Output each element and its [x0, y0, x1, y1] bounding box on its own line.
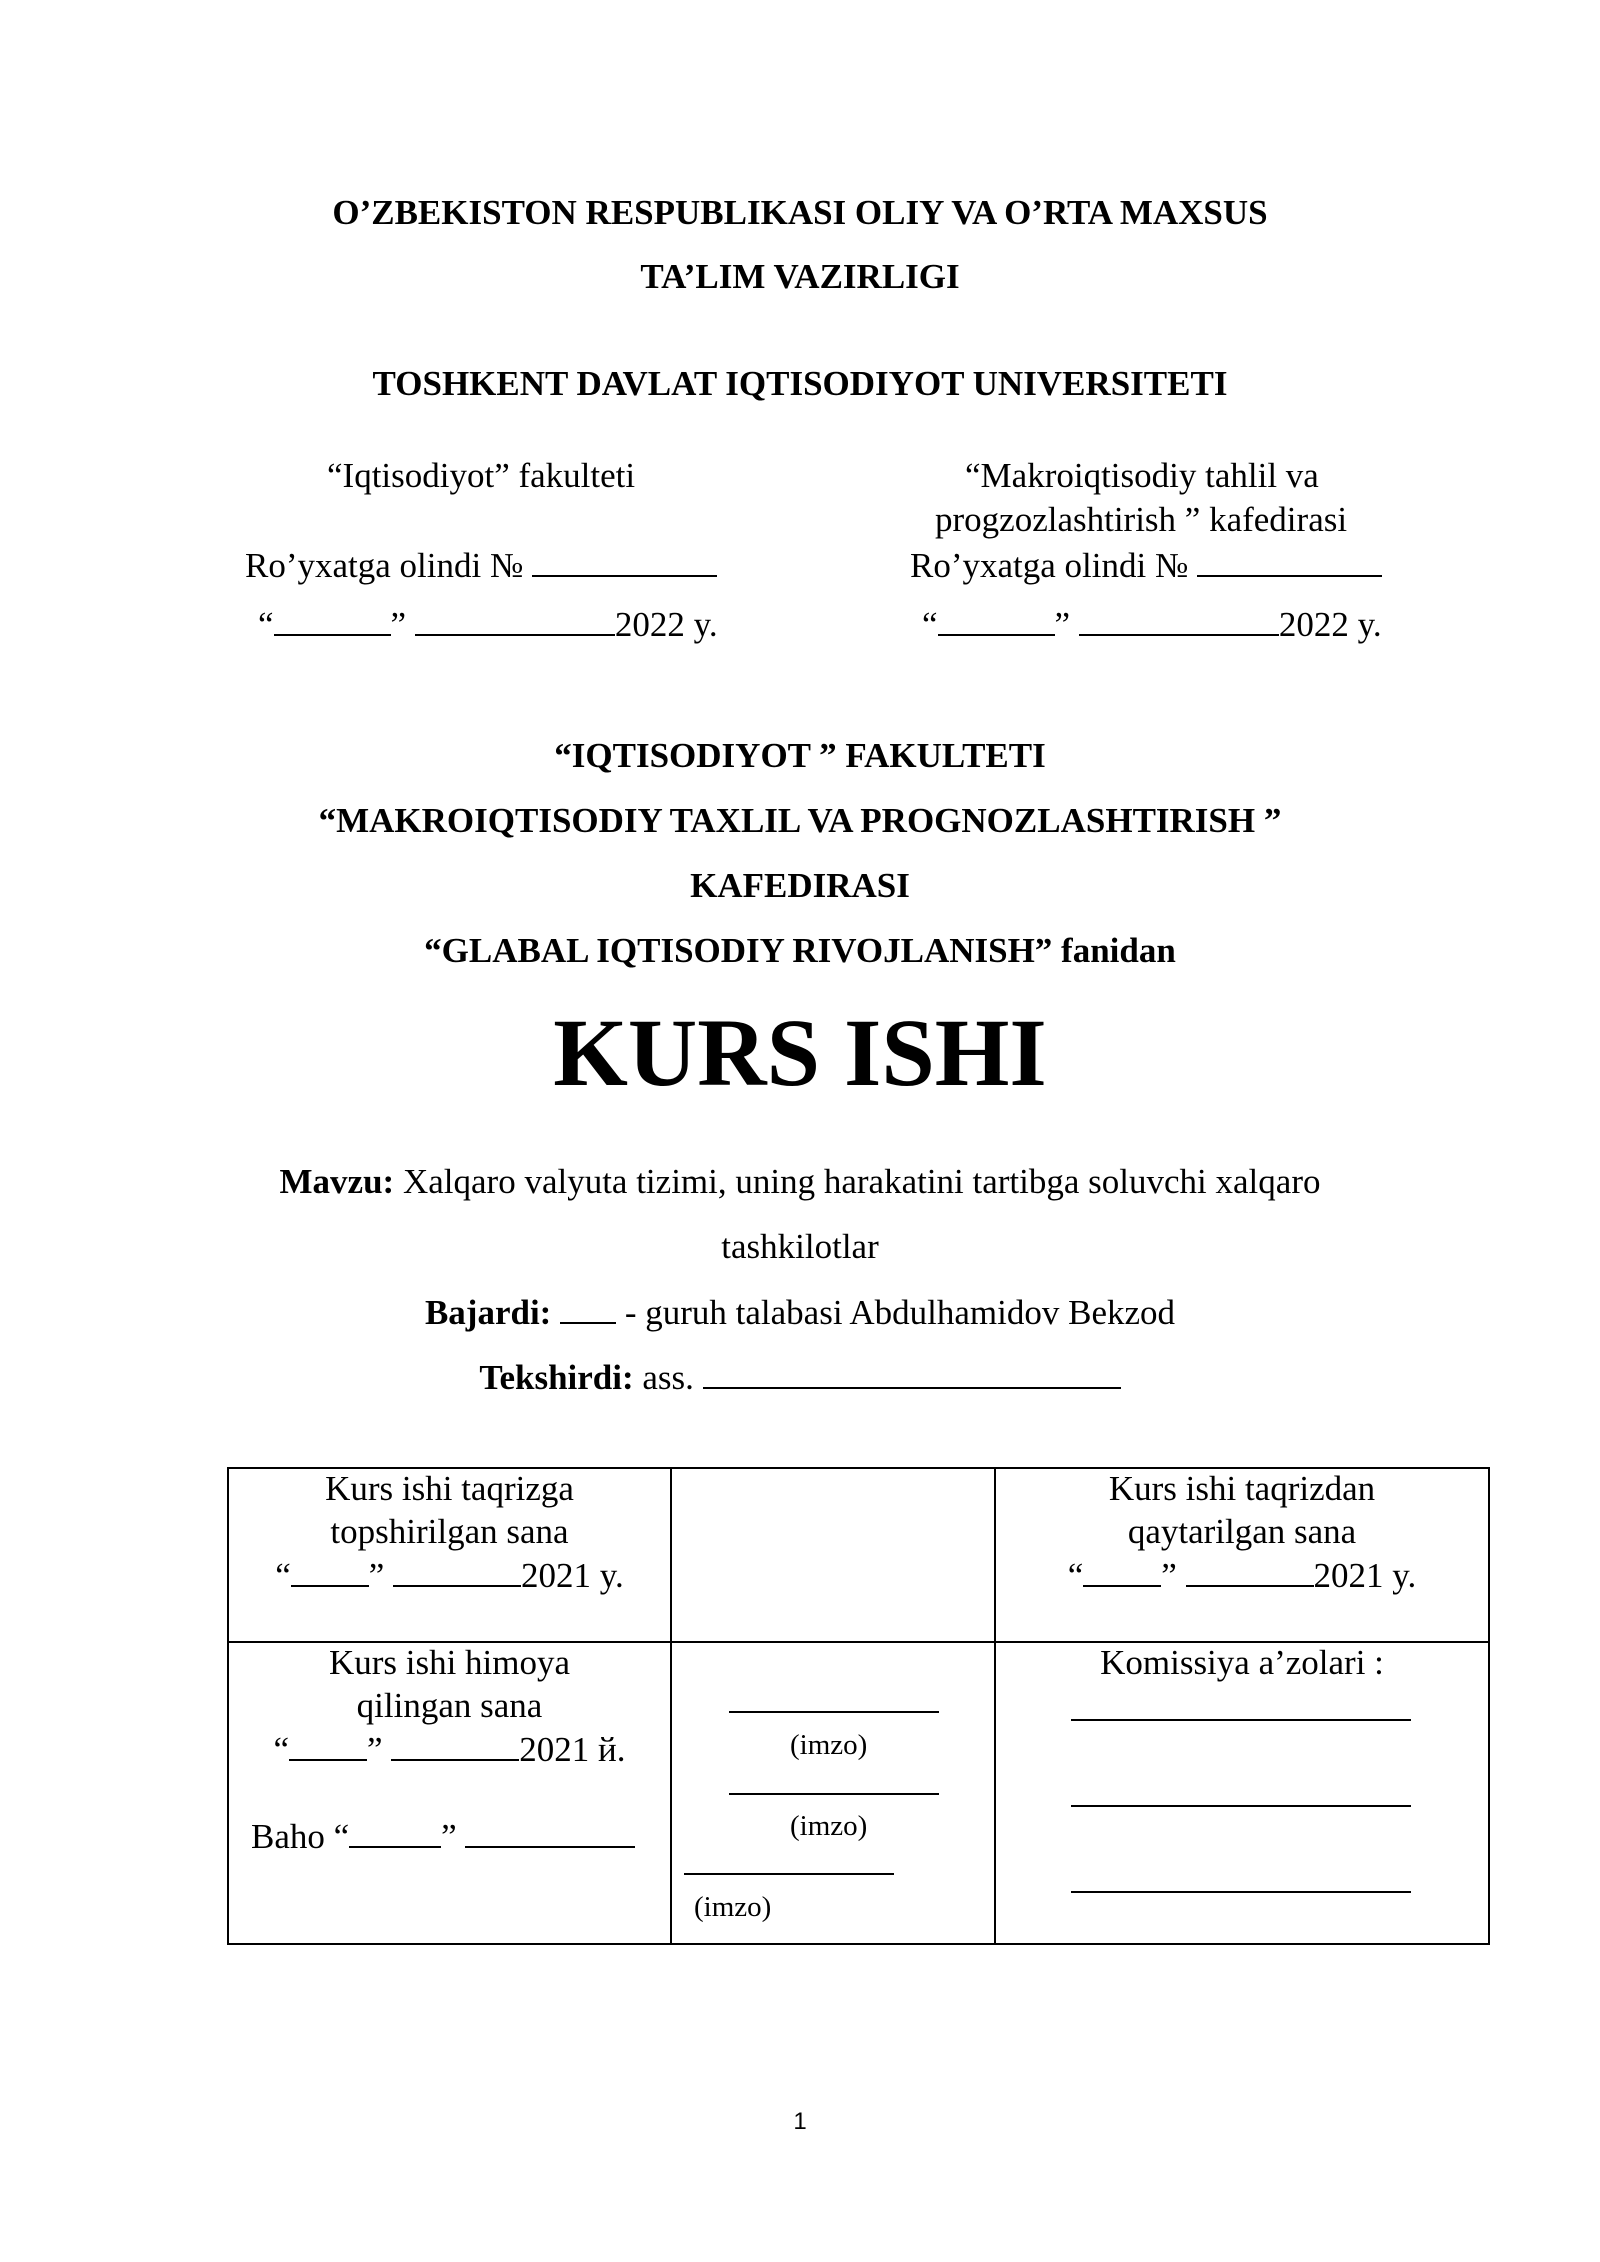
group-field [560, 1292, 616, 1324]
cell-text: Kurs ishi taqrizdan [1108, 1469, 1376, 1508]
date-year: 2021 й. [519, 1730, 626, 1769]
department-line-2: progzozlashtirish ” kafedirasi [935, 500, 1348, 539]
registration-number-field [1197, 545, 1382, 577]
registration-label: Ro’yxatga olindi № [910, 546, 1189, 585]
month-field [391, 1729, 519, 1761]
cell-text: qaytarilgan sana [1127, 1512, 1357, 1551]
date-year: 2021 y. [1313, 1556, 1417, 1595]
signatures-cell [671, 1642, 995, 1944]
done-by-label: Bajardi: [424, 1293, 552, 1332]
cell-text: topshirilgan sana [330, 1512, 569, 1551]
review-table [227, 1467, 1490, 1945]
commission-cell [995, 1642, 1489, 1944]
date-close-quote: ” [1054, 605, 1071, 644]
cell-text: Kurs ishi taqrizga [325, 1469, 574, 1508]
date-open-quote: “ [922, 605, 938, 644]
date-year: 2022 y. [1278, 605, 1382, 644]
ministry-line-1: O’ZBEKISTON RESPUBLIKASI OLIY VA O’RTA MAXSUS [332, 193, 1268, 232]
month-field [415, 604, 615, 636]
page-number: 1 [793, 2108, 807, 2135]
cell-date: “ ” 2021 y. [275, 1556, 624, 1595]
month-field [1079, 604, 1279, 636]
signature-line [729, 1711, 939, 1713]
date-year: 2022 y. [614, 605, 718, 644]
grade-field [349, 1816, 441, 1848]
submission-date-cell [228, 1468, 671, 1642]
right-registration [910, 545, 1382, 586]
grade-line [251, 1816, 635, 1857]
checked-by-text: ass. [633, 1358, 703, 1397]
faculty-title: “IQTISODIYOT ” FAKULTETI [554, 736, 1046, 775]
month-field [393, 1555, 521, 1587]
department-title-line-1: “MAKROIQTISODIY TAXLIL VA PROGNOZLASHTIRISH ” [318, 801, 1282, 840]
done-by-text: - guruh talabasi Abdulhamidov Bekzod [616, 1293, 1176, 1332]
day-field [938, 604, 1055, 636]
checked-by-label: Tekshirdi: [479, 1358, 634, 1397]
topic-text: Xalqaro valyuta tizimi, uning harakatini tartibga soluvchi xalqaro [394, 1162, 1321, 1201]
signature-line [684, 1873, 894, 1875]
department-line-1: “Makroiqtisodiy tahlil va [965, 456, 1319, 495]
date-open-quote: “ [258, 605, 274, 644]
empty-cell [671, 1468, 995, 1642]
day-field [291, 1555, 369, 1587]
checked-by-line [0, 1357, 1600, 1398]
signature-line [729, 1793, 939, 1795]
registration-label: Ro’yxatga olindi № [245, 546, 524, 585]
day-field [289, 1729, 367, 1761]
cell-date: “ ” 2021 y. [1067, 1556, 1417, 1595]
commission-label: Komissiya a’zolari : [1100, 1643, 1384, 1682]
checker-name-field [703, 1357, 1121, 1389]
commission-member-line [1071, 1805, 1411, 1807]
registration-number-field [532, 545, 717, 577]
topic-label: Mavzu: [279, 1162, 395, 1201]
grade-close-quote: ” [441, 1817, 457, 1856]
month-field [1186, 1555, 1314, 1587]
date-year: 2021 y. [521, 1556, 624, 1595]
university-name: TOSHKENT DAVLAT IQTISODIYOT UNIVERSITETI [372, 364, 1228, 403]
grade-words-field [465, 1816, 635, 1848]
ministry-line-2: TA’LIM VAZIRLIGI [640, 257, 960, 296]
left-registration [245, 545, 717, 586]
return-date-cell [995, 1468, 1489, 1642]
commission-member-line [1071, 1719, 1411, 1721]
signature-caption: (imzo) [694, 1891, 772, 1923]
date-close-quote: ” [390, 605, 407, 644]
cell-date: “ ” 2021 й. [273, 1730, 626, 1769]
faculty-label: “Iqtisodiyot” fakulteti [327, 456, 636, 495]
grade-label: Baho “ [251, 1817, 350, 1856]
work-type-title: KURS ISHI [553, 999, 1047, 1106]
topic-line-2: tashkilotlar [721, 1227, 879, 1266]
subject-title: “GLABAL IQTISODIY RIVOJLANISH” fanidan [424, 931, 1176, 970]
topic-line-1 [0, 1162, 1600, 1202]
defense-date-cell [228, 1642, 671, 1944]
commission-member-line [1071, 1891, 1411, 1893]
done-by-line [0, 1292, 1600, 1333]
cell-text: qilingan sana [356, 1686, 543, 1725]
cell-text: Kurs ishi himoya [328, 1643, 571, 1682]
left-date [258, 604, 718, 645]
signature-caption: (imzo) [790, 1729, 868, 1761]
day-field [274, 604, 391, 636]
signature-caption: (imzo) [790, 1810, 868, 1842]
day-field [1083, 1555, 1161, 1587]
right-date [922, 604, 1382, 645]
department-title-line-2: KAFEDIRASI [690, 866, 910, 905]
